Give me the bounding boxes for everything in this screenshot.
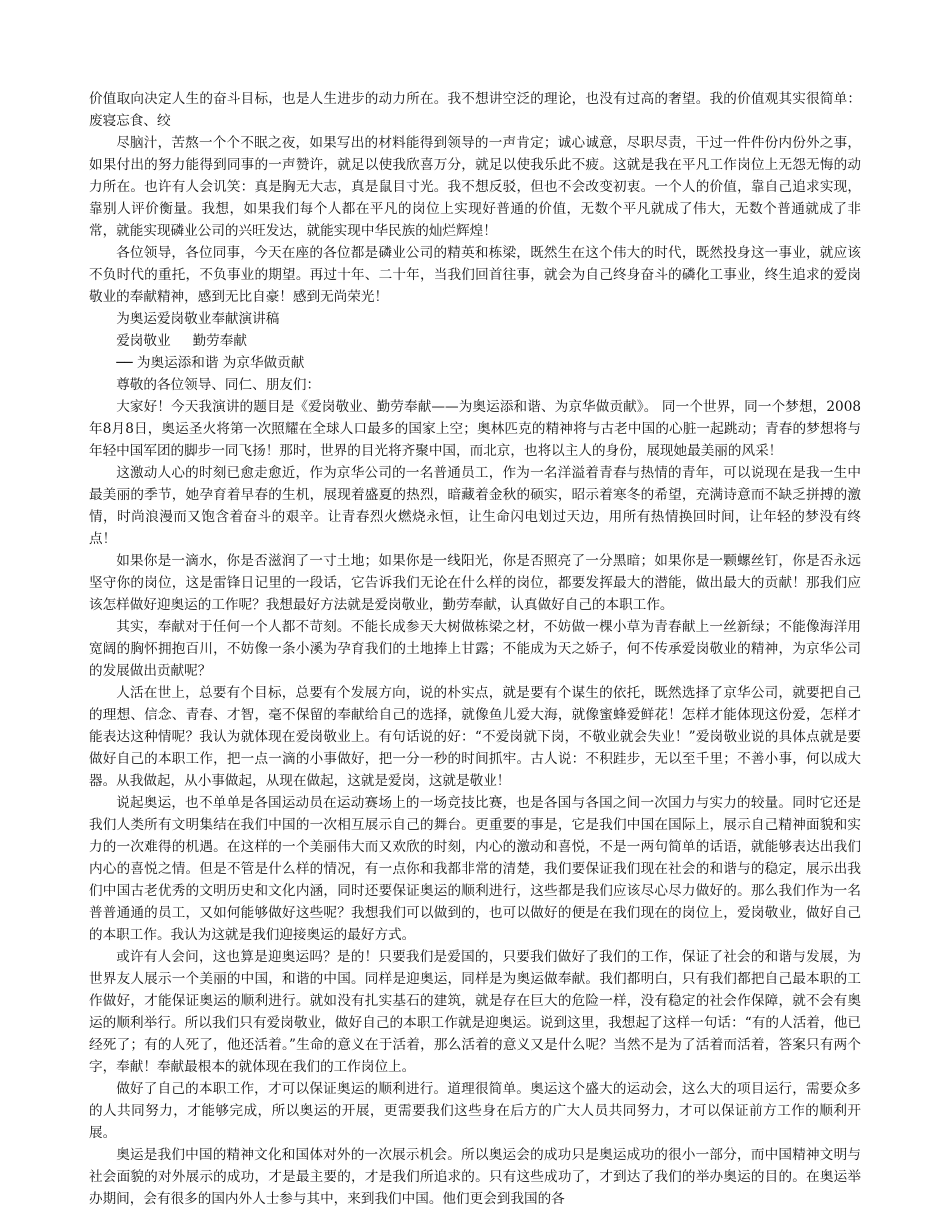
motto-part-two: 勤劳奉献 bbox=[192, 333, 247, 349]
speech-subtitle: ── 为奥运添和谐 为京华做贡献 bbox=[116, 355, 305, 371]
speech-title: 为奥运爱岗敬业奉献演讲稿 bbox=[116, 311, 280, 327]
paragraph-job-duty: 做好了自己的本职工作，才可以保证奥运的顺利进行。道理很简单。奥运这个盛大的运动会，这么大的项目运行，需要众多的人共同努力，才能够完成，所以奥运的开展，更需要我们这些身在后方的广大人员共同努力，才可以保证前方工作的顺利开展。 bbox=[89, 1081, 861, 1141]
paragraph-leifeng-quote: 如果你是一滴水，你是否滋润了一寸土地；如果你是一线阳光，你是否照亮了一分黑暗；如果你是一颗螺丝钉，你是否永远坚守你的岗位，这是雷锋日记里的一段话，它告诉我们无论在什么样的岗位，都要发挥最大的潜能，做出最大的贡献！那我们应该怎样做好迎奥运的工作呢？我想最好方法就是爱岗敬业，勤劳奉献，认真做好自己的本职工作。 bbox=[89, 553, 861, 613]
paragraph-olympic-meaning: 说起奥运，也不单单是各国运动员在运动赛场上的一场竞技比赛，也是各国与各国之间一次国力与实力的较量。同时它还是我们人类所有文明集结在我们中国的一次相互展示自己的舞台。更重要的事是，它是我们中国在国际上，展示自己精神面貌和实力的一次难得的机遇。在这样的一个美丽伟大而又欢欣的时刻，内心的激动和喜悦，不是一两句简单的话语，就能够表达出我们内心的喜悦之情。但是不管是什么样的情况，有一点你和我都非常的清楚，我们要保证我们现在社会的和谐与的稳定，展示出我们中国古老优秀的文明历史和文化内涵，同时还要保证奥运的顺利进行，这些都是我们应该尽心尽力做好的。那么我们作为一名普普通通的员工，又如何能够做好这些呢？我想我们可以做到的，也可以做好的便是在我们现在的岗位上，爱岗敬业，做好自己的本职工作。我认为这就是我们迎接奥运的最好方式。 bbox=[89, 795, 861, 943]
paragraph-value-outlook: 尽脑汁，苦熬一个个不眠之夜，如果写出的材料能得到领导的一声肯定；诚心诚意，尽职尽责，干过一件件份内份外之事，如果付出的努力能得到同事的一声赞许，就足以使我欣喜万分，就足以使我乐此不疲。这就是我在平凡工作岗位上无怨无悔的动力所在。也许有人会讥笑：真是胸无大志，真是鼠目寸光。我不想反驳，但也不会改变初衷。一个人的价值，靠自己追求实现，靠别人评价衡量。我想，如果我们每个人都在平凡的岗位上实现好普通的价值，无数个平凡就成了伟大，无数个普通就成了非常，就能实现磷业公司的兴旺发达，就能实现中华民族的灿烂辉煌！ bbox=[89, 135, 861, 239]
paragraph-opening-fragment: 价值取向决定人生的奋斗目标，也是人生进步的动力所在。我不想讲空泛的理论，也没有过高的奢望。我的价值观其实很简单：废寝忘食、绞 bbox=[89, 91, 861, 129]
paragraph-dedication: 其实，奉献对于任何一个人都不苛刻。不能长成参天大树做栋梁之材，不妨做一棵小草为青春献上一丝新绿；不能像海洋用宽阔的胸怀拥抱百川，不妨像一条小溪为孕育我们的土地捧上甘露；不能成为天之娇子，何不传承爱岗敬业的精神，为京华公司的发展做出贡献呢？ bbox=[89, 619, 861, 679]
paragraph-life-goal: 人活在世上，总要有个目标，总要有个发展方向，说的朴实点，就是要有个谋生的依托，既然选择了京华公司，就要把自己的理想、信念、青春、才智，毫不保留的奉献给自己的选择，就像鱼儿爱大海，就像蜜蜂爱鲜花！怎样才能体现这份爱，怎样才能表达这种情呢？我认为就体现在爱岗敬业上。有句话说的好：“不爱岗就下岗，不敬业就会失业！”爱岗敬业说的具体点就是要做好自己的本职工作，把一点一滴的小事做好，把一分一秒的时间抓牢。古人说：不积跬步，无以至千里；不善小事，何以成大器。从我做起，从小事做起，从现在做起，这就是爱岗，这就是敬业！ bbox=[89, 685, 861, 789]
speech-salutation: 尊敬的各位领导、同仁、朋友们： bbox=[116, 377, 321, 393]
paragraph-welcome-olympics: 或许有人会问，这也算是迎奥运吗？是的！只要我们是爱国的，只要我们做好了我们的工作，保证了社会的和谐与发展，为世界友人展示一个美丽的中国，和谐的中国。同样是迎奥运，同样是为奥运做奉献。我们都明白，只有我们都把自己最本职的工作做好，才能保证奥运的顺利进行。就如没有扎实基石的建筑，就是存在巨大的危险一样，没有稳定的社会作保障，就不会有奥运的顺利举行。所以我们只有爱岗敬业，做好自己的本职工作就是迎奥运。说到这里，我想起了这样一句话：“有的人活着，他已经死了；有的人死了，他还活着。”生命的意义在于活着，那么活着的意义又是什么呢？当然不是为了活着而活着，答案只有两个字，奉献！奉献最根本的就体现在我们的工作岗位上。 bbox=[89, 949, 861, 1075]
paragraph-olympic-intro: 大家好！今天我演讲的题目是《爱岗敬业、勤劳奉献——为奥运添和谐、为京华做贡献》。 同一个世界，同一个梦想，2008年8月8日，奥运圣火将第一次照耀在全球人口最多的国家上空；奥林匹克的精神将与古老中国的心脏一起跳动；青春的梦想将与年轻中国军团的脚步一同飞扬！那时，世界的目光将齐聚中国，而北京，也将以主人的身份，展现她最美丽的风采！ bbox=[89, 399, 861, 459]
paragraph-closing-appeal: 各位领导，各位同事，今天在座的各位都是磷业公司的精英和栋梁，既然生在这个伟大的时代，既然投身这一事业，就应该不负时代的重托，不负事业的期望。再过十年、二十年，当我们回首往事，就会为自己终身奋斗的磷化工事业，终生追求的爱岗敬业的奉献精神，感到无比自豪！感到无尚荣光！ bbox=[89, 245, 861, 305]
paragraph-culture-showcase: 奥运是我们中国的精神文化和国体对外的一次展示机会。所以奥运会的成功只是奥运成功的很小一部分，而中国精神文明与社会面貌的对外展示的成功，才是最主要的，才是我们所追求的。只有这些成功了，才到达了我们的举办奥运的目的。在奥运举办期间，会有很多的国内外人士参与其中，来到我们中国。他们更会到我国的各 bbox=[89, 1147, 861, 1207]
paragraph-youth: 这激动人心的时刻已愈走愈近，作为京华公司的一名普通员工，作为一名洋溢着青春与热情的青年，可以说现在是我一生中最美丽的季节，她孕育着早春的生机，展现着盛夏的热烈，暗藏着金秋的硕实，昭示着寒冬的希望，充满诗意而不缺乏拼搏的激情，时尚浪漫而又饱含着奋斗的艰辛。让青春烈火燃烧永恒，让生命闪电划过天边，用所有热情换回时间，让年轻的梦没有终点！ bbox=[89, 465, 861, 547]
speech-motto bbox=[89, 330, 861, 352]
motto-part-one: 爱岗敬业 bbox=[116, 333, 171, 349]
document-page bbox=[89, 88, 861, 1210]
